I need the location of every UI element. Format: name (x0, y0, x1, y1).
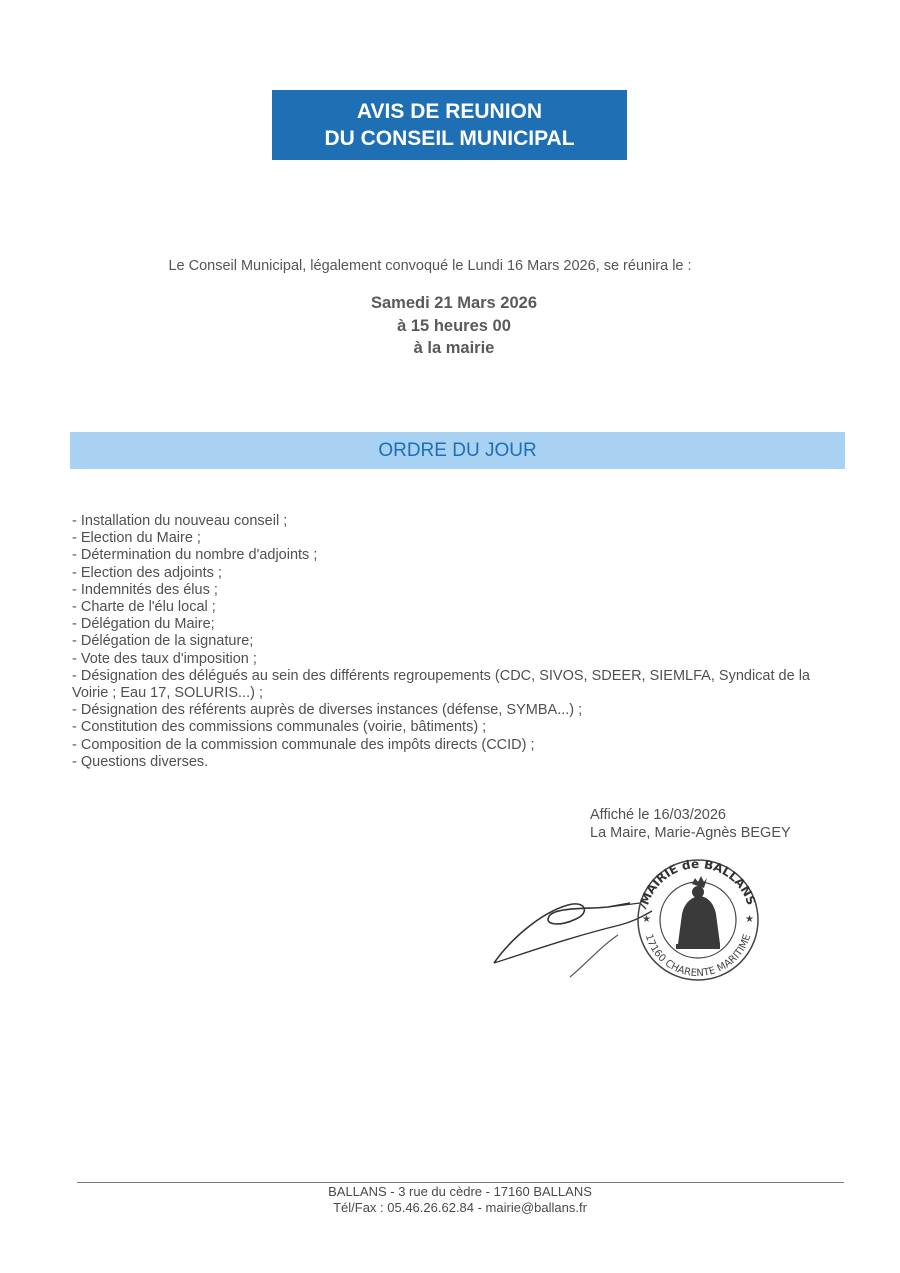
agenda-item: - Election du Maire ; (72, 530, 201, 547)
meeting-place: à la mairie (413, 339, 495, 357)
posted-date: Affiché le 16/03/2026 (590, 807, 726, 823)
signatory-name: La Maire, Marie-Agnès BEGEY (590, 825, 791, 841)
meeting-details (0, 292, 900, 360)
agenda-item: - Questions diverses. (72, 753, 209, 770)
agenda-heading: ORDRE DU JOUR (70, 432, 845, 469)
footer-divider (77, 1182, 844, 1183)
agenda-item: - Charte de l'élu local ; (72, 599, 216, 616)
agenda-item: - Désignation des délégués au sein des différents regroupements (CDC, SIVOS, SDEER, SIEMLFA, Syndicat de la Voirie ; Eau 17, SOLURIS...) ; (72, 667, 810, 702)
convocation-intro: Le Conseil Municipal, légalement convoqué le Lundi 16 Mars 2026, se réunira le : (168, 258, 692, 274)
meeting-date: Samedi 21 Mars 2026 (370, 294, 538, 312)
agenda-item: - Election des adjoints ; (72, 564, 222, 581)
seal-bottom-text: 17160 CHARENTE MARITIME (642, 932, 754, 980)
footer-contact: Tél/Fax : 05.46.26.62.84 - mairie@ballans.fr (333, 1200, 587, 1215)
notice-title-box (272, 90, 627, 160)
agenda-item: - Vote des taux d'imposition ; (72, 650, 257, 667)
svg-text:★: ★ (745, 914, 754, 925)
posting-block (590, 806, 791, 842)
agenda-item: - Délégation de la signature; (72, 633, 254, 650)
agenda-item: - Indemnités des élus ; (72, 581, 218, 598)
agenda-item: - Constitution des commissions communales (voirie, bâtiments) ; (72, 719, 487, 736)
agenda-item: - Installation du nouveau conseil ; (72, 513, 288, 529)
notice-title-line1: AVIS DE REUNION (356, 100, 543, 123)
notice-title-line2: DU CONSEIL MUNICIPAL (324, 127, 575, 150)
agenda-item: - Composition de la commission communale des impôts directs (CCID) ; (72, 736, 535, 753)
footer-address: BALLANS - 3 rue du cèdre - 17160 BALLANS (328, 1184, 592, 1199)
svg-text:★: ★ (642, 914, 651, 925)
seal-top-text: MAIRIE de BALLANS (637, 856, 759, 907)
agenda-item: - Détermination du nombre d'adjoints ; (72, 547, 318, 564)
agenda-item: - Désignation des référents auprès de diverses instances (défense, SYMBA...) ; (72, 702, 583, 719)
town-hall-seal (632, 848, 762, 983)
meeting-time: à 15 heures 00 (397, 316, 511, 335)
agenda-item: - Délégation du Maire; (72, 616, 215, 633)
footer (0, 1184, 900, 1216)
agenda-list (72, 513, 832, 771)
marianne-emblem (676, 876, 720, 949)
